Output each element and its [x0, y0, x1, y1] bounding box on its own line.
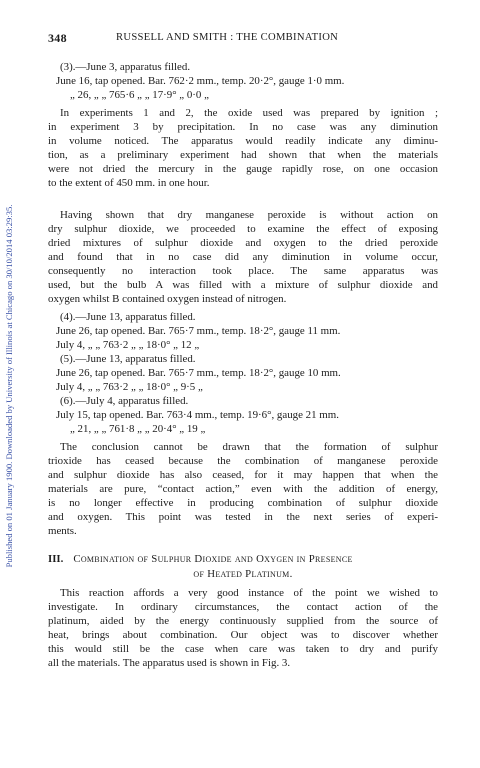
running-title: RUSSELL AND SMITH : THE COMBINATION [116, 32, 339, 43]
section-number: III. [48, 553, 64, 565]
para3-line: and oxygen. This point was tested in the next series of experi- [48, 511, 438, 523]
para2-line: dried mixtures of sulphur dioxide and oxygen to the dried peroxide [48, 237, 438, 249]
exp5-row1: June 26, tap opened. Bar. 765·7 mm., temp. 18·2°, gauge 10 mm. [56, 367, 341, 379]
download-notice: Published on 01 January 1900. Downloaded by University of Illinois at Chicago on 30/10/2014 03:29:35. [4, 204, 14, 568]
exp5-title: (5).—June 13, apparatus filled. [60, 353, 196, 365]
exp3-row2: „ 26, „ „ 765·6 „ „ 17·9° „ 0·0 „ [70, 89, 209, 101]
para1-line: in volume noticed. The apparatus would readily indicate any diminu- [48, 135, 438, 147]
download-watermark [2, 6, 16, 766]
para4-line: platinum, aided by the energy continuously supplied from the source of [48, 615, 438, 627]
para4-line: heat, brings about combination. Our object was to discover whether [48, 629, 438, 641]
para3-line: and sulphur dioxide has also ceased, for it may happen that when the [48, 469, 438, 481]
para2-line: and found that in no case did any diminution in volume occur, [48, 251, 438, 263]
para3-line: The conclusion cannot be drawn that the formation of sulphur [60, 441, 438, 453]
para1-line: In experiments 1 and 2, the oxide used was prepared by ignition ; [60, 107, 438, 119]
para3-line: materials are pure, “contact action,” even with the addition of energy, [48, 483, 438, 495]
para3-line: trioxide has ceased because the combination of manganese peroxide [48, 455, 438, 467]
para3-line: ments. [48, 525, 77, 537]
exp6-row1: July 15, tap opened. Bar. 763·4 mm., temp. 19·6°, gauge 21 mm. [56, 409, 339, 421]
section-heading [48, 552, 438, 567]
para2-line: oxygen whilst B contained oxygen instead of nitrogen. [48, 293, 287, 305]
exp6-row2: „ 21, „ „ 761·8 „ „ 20·4° „ 19 „ [70, 423, 206, 435]
para4-line: this would still be the case when care was taken to dry and purify [48, 643, 438, 655]
para1-line: tion, as a preliminary experiment had shown that when the materials [48, 149, 438, 161]
para1-line: were not dried the mercury in the gauge rapidly rose, on one occasion [48, 163, 438, 175]
para3-line: is no longer effective in producing combination of sulphur dioxide [48, 497, 438, 509]
para4-line: all the materials. The apparatus used is shown in Fig. 3. [48, 657, 291, 669]
exp4-title: (4).—June 13, apparatus filled. [60, 311, 196, 323]
exp3-title: (3).—June 3, apparatus filled. [60, 61, 191, 73]
section-heading-cont [48, 567, 438, 582]
section-title-line2: of Heated Platinum. [193, 568, 293, 580]
para2-line: Having shown that dry manganese peroxide is without action on [60, 209, 438, 221]
exp5-row2: July 4, „ „ 763·2 „ „ 18·0° „ 9·5 „ [56, 381, 203, 393]
exp4-row1: June 26, tap opened. Bar. 765·7 mm., temp. 18·2°, gauge 11 mm. [56, 325, 341, 337]
exp6-title: (6).—July 4, apparatus filled. [60, 395, 189, 407]
page-body [48, 60, 438, 670]
page-header [48, 31, 438, 45]
para2-line: dry sulphur dioxide, we proceeded to examine the effect of exposing [48, 223, 438, 235]
exp4-row2: July 4, „ „ 763·2 „ „ 18·0° „ 12 „ [56, 339, 200, 351]
section-title-line1: Combination of Sulphur Dioxide and Oxygen in Presence [73, 553, 353, 565]
para4-line: This reaction affords a very good instance of the point we wished to [60, 587, 438, 599]
para2-line: consequently no interaction took place. The same apparatus was [48, 265, 438, 277]
exp3-row1: June 16, tap opened. Bar. 762·2 mm., temp. 20·2°, gauge 1·0 mm. [56, 75, 345, 87]
page-number: 348 [48, 31, 67, 45]
para1-line: in experiment 3 by precipitation. In no case was any diminution [48, 121, 438, 133]
para1-line: to the extent of 450 mm. in one hour. [48, 177, 210, 189]
para2-line: used, but the bulb A was filled with a mixture of sulphur dioxide and [48, 279, 438, 291]
para4-line: investigate. In ordinary circumstances, the contact action of the [48, 601, 438, 613]
